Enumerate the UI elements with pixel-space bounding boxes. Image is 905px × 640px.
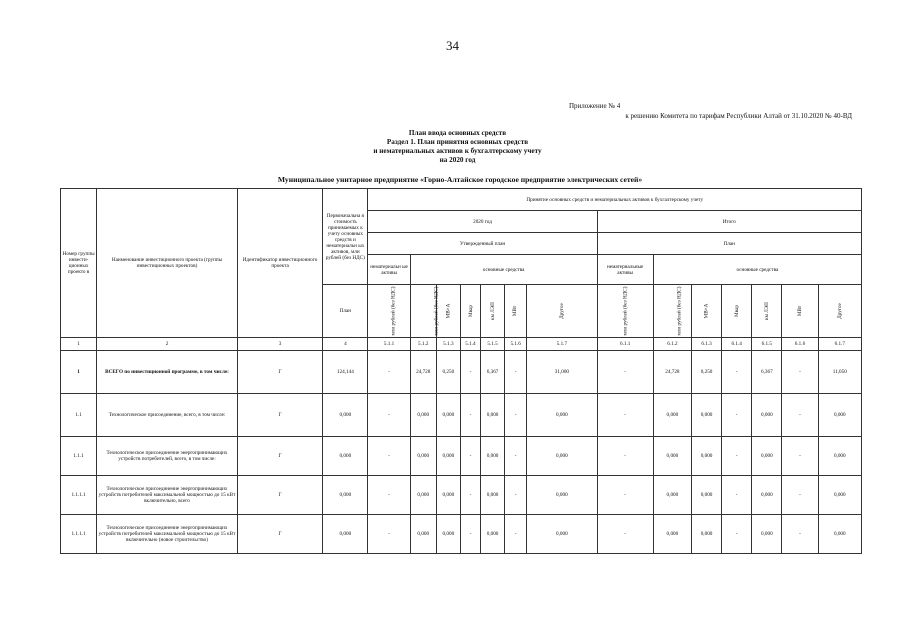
table-cell: - [460,515,480,554]
table-cell: - [782,394,818,437]
table-cell: - [782,476,818,515]
appendix-line-1: Приложение № 4 [569,102,621,110]
table-cell: 0,000 [752,437,782,476]
subheader-cell: МВ×А [436,285,460,338]
table-cell: 0,000 [818,515,861,554]
header-approved-plan: Утвержденный план [368,233,597,255]
table-cell: 0,000 [436,394,460,437]
table-cell: - [505,351,527,394]
column-number: 5.1.4 [460,338,480,351]
table-cell: 0,000 [818,476,861,515]
table-cell: - [460,394,480,437]
subheader-cell: млн рублей (без НДС) [368,285,410,338]
table-cell: 0,000 [436,515,460,554]
subheader-cell: Мвар [460,285,480,338]
table-cell: - [460,437,480,476]
row-id: Г [237,476,322,515]
table-cell: 0,000 [323,476,368,515]
table-cell: - [460,351,480,394]
row-number: 1 [61,351,97,394]
table-cell: 6,367 [752,351,782,394]
row-name: ВСЕГО по инвестиционной программе, в том числе: [97,351,238,394]
table-cell: 0,000 [410,437,436,476]
table-cell: 0,250 [691,351,721,394]
appendix-note [540,101,852,121]
column-number: 5.1.7 [527,338,597,351]
header-total: Итого [597,211,861,233]
table-row [61,394,862,437]
header-intangible: нематериальн ые активы [368,255,410,285]
subheader-cell: млн рублей (без НДС) [410,285,436,338]
column-number: 5.1.1 [368,338,410,351]
column-number: 5.1.6 [505,338,527,351]
row-number: 1.1.1 [61,437,97,476]
table-cell: 0,000 [818,437,861,476]
table-cell: 0,000 [527,437,597,476]
table-cell: - [368,515,410,554]
table-cell: 0,000 [653,437,691,476]
subheader-cell: МВт [782,285,818,338]
table-cell: 0,000 [691,476,721,515]
table-cell: - [505,394,527,437]
column-number: 2 [97,338,238,351]
title-line-4: на 2020 год [439,156,476,164]
row-name: Технологическое присоединение энергопринимающих устройств потребителей максимальной мощностью до 15 кВт включительно (новое строительство) [97,515,238,554]
table-cell: - [722,476,752,515]
table-cell: - [782,437,818,476]
table-cell: - [505,437,527,476]
subheader-cell: МВ×А [691,285,721,338]
column-number: 6.1.2 [653,338,691,351]
table-cell: 0,000 [527,476,597,515]
table-cell: - [782,515,818,554]
table-cell: 24,728 [653,351,691,394]
table-cell: - [368,394,410,437]
column-number: 5.1.2 [410,338,436,351]
appendix-line-2: к решению Комитета по тарифам Республики Алтай от 31.10.2020 № 40-ВД [625,112,852,120]
table-cell: 0,000 [752,476,782,515]
table-cell: 0,000 [527,394,597,437]
title-line-2: Раздел 1. План принятия основных средств [386,138,529,146]
header-fixed-assets: основные средства [410,255,597,285]
table-cell: - [597,351,653,394]
table-cell: 0,000 [410,476,436,515]
column-number: 6.1.4 [722,338,752,351]
subheader-cell: км ЛЭП [481,285,505,338]
column-number: 4 [323,338,368,351]
table-row [61,515,862,554]
column-number: 3 [237,338,322,351]
row-id: Г [237,351,322,394]
table-cell: - [722,351,752,394]
table-row [61,437,862,476]
table-cell: - [722,515,752,554]
table-cell: 0,250 [436,351,460,394]
table-cell: 0,000 [527,515,597,554]
table-cell: 0,000 [481,394,505,437]
header-fixed-assets-2: основные средства [653,255,861,285]
column-number: 6.1.6 [782,338,818,351]
page-number: 34 [446,38,459,53]
title-line-1: План ввода основных средств [408,129,507,137]
header-initial-cost: Первоначальна я стоимость принимаемых к учету основных средств и нематериальн ых активов, млн рублей (без НДС) [323,189,368,285]
table-cell: - [505,476,527,515]
table-row [61,476,862,515]
table-cell: - [505,515,527,554]
column-number: 1 [61,338,97,351]
row-id: Г [237,394,322,437]
row-name: Технологическое присоединение энергопринимающих устройств потребителей максимальной мощностью до 15 кВт включительно, всего [97,476,238,515]
table-cell: - [368,476,410,515]
table-cell: 31,000 [527,351,597,394]
subheader-cell: МВт [505,285,527,338]
table-cell: - [368,351,410,394]
organization-name: Муниципальное унитарное предприятие «Горно-Алтайское городское предприятие электрических сетей» [277,175,643,184]
column-number: 6.1.1 [597,338,653,351]
row-number: 1.1.1.1 [61,515,97,554]
row-name: Технологическое присоединение энергопринимающих устройств потребителей, всего, в том числе: [97,437,238,476]
table-cell: 24,728 [410,351,436,394]
table-cell: - [722,437,752,476]
table-cell: 0,000 [752,515,782,554]
table-cell: 0,000 [410,394,436,437]
subheader-cell: млн рублей (без НДС) [653,285,691,338]
column-number: 5.1.3 [436,338,460,351]
table-cell: 124,144 [323,351,368,394]
header-plan-col: План [323,285,368,338]
header-project-id: Идентификатор инвестиционного проекта [237,189,322,338]
table-cell: 6,367 [481,351,505,394]
subheader-cell: км ЛЭП [752,285,782,338]
subheader-cell: Другое [818,285,861,338]
table-cell: - [722,394,752,437]
row-name: Технологическое присоединение, всего, в том числе: [97,394,238,437]
table-cell: 0,000 [691,437,721,476]
subheader-cell: Мвар [722,285,752,338]
row-id: Г [237,437,322,476]
table-cell: 0,000 [481,476,505,515]
table-cell: 11,050 [818,351,861,394]
table-cell: 0,000 [481,437,505,476]
table-cell: 0,000 [691,394,721,437]
column-numbers-row [61,338,862,351]
asset-plan-table [60,188,862,554]
table-cell: - [782,351,818,394]
table-cell: 0,000 [481,515,505,554]
table-cell: 0,000 [653,515,691,554]
header-intangible-2: нематериальные активы [597,255,653,285]
table-cell: 0,000 [323,437,368,476]
header-year-2020: 2020 год [368,211,597,233]
table-row [61,351,862,394]
column-number: 5.1.5 [481,338,505,351]
table-cell: - [597,394,653,437]
column-number: 6.1.5 [752,338,782,351]
table-cell: - [597,476,653,515]
table-cell: - [368,437,410,476]
table-cell: 0,000 [691,515,721,554]
table-cell: 0,000 [653,476,691,515]
subheader-cell: Другое [527,285,597,338]
table-cell: 0,000 [323,394,368,437]
table-cell: 0,000 [818,394,861,437]
table-cell: 0,000 [653,394,691,437]
table-cell: 0,000 [410,515,436,554]
column-number: 6.1.7 [818,338,861,351]
row-number: 1.1.1.1 [61,476,97,515]
header-plan: План [597,233,861,255]
table-cell: - [460,476,480,515]
table-cell: 0,000 [436,437,460,476]
row-id: Г [237,515,322,554]
table-cell: 0,000 [436,476,460,515]
subheader-cell: млн рублей (без НДС) [597,285,653,338]
table-cell: - [597,437,653,476]
document-title [300,129,615,165]
table-cell: 0,000 [752,394,782,437]
table-cell: 0,000 [323,515,368,554]
header-group-number: Номер группы инвести-ционных проекто в [61,189,97,338]
column-number: 6.1.3 [691,338,721,351]
title-line-3: и нематериальных активов к бухгалтерскому учету [373,147,542,155]
header-project-name: Наименование инвестиционного проекта (группы инвестиционных проектов) [97,189,238,338]
table-cell: - [597,515,653,554]
row-number: 1.1 [61,394,97,437]
header-accepted: Принятие основных средств и нематериальных активов к бухгалтерскому учету [368,189,862,211]
